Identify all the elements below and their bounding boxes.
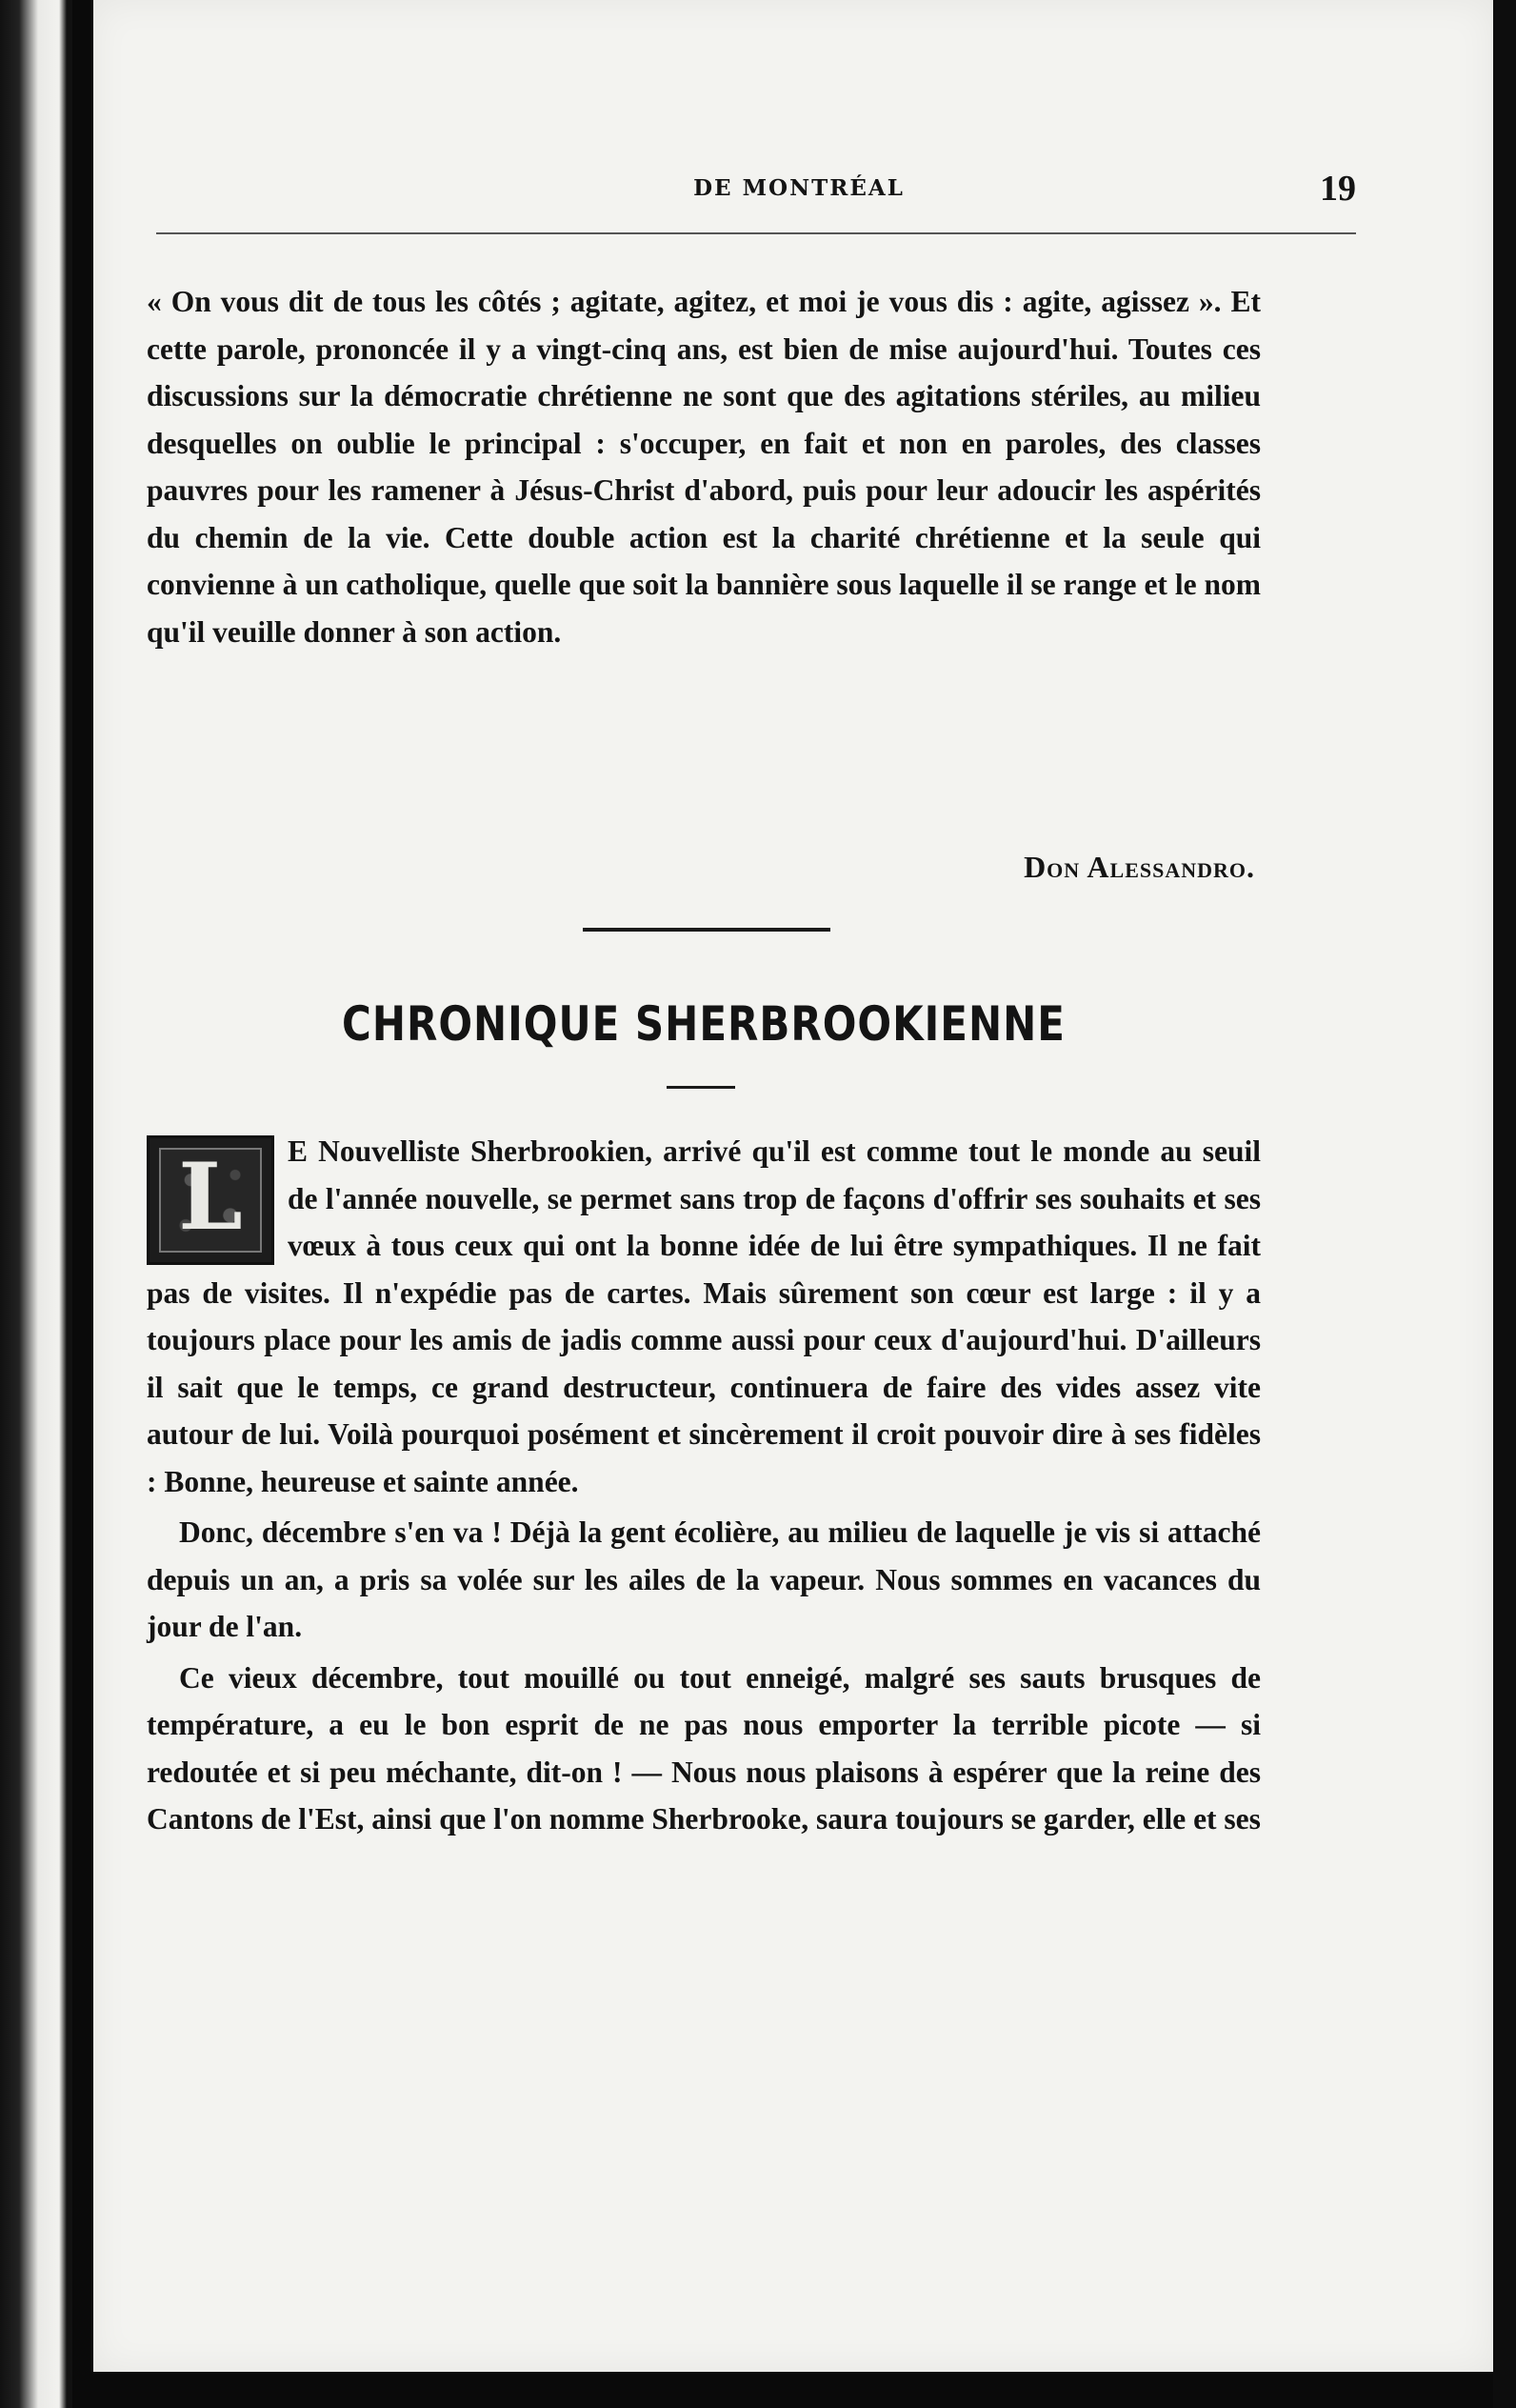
page-number: 19 — [1320, 169, 1356, 209]
quote-paragraph: « On vous dit de tous les côtés ; agitate, agitez, et moi je vous dis : agite, agissez ». Et cette parole, prononcée il y a vingt-cinq ans, est bien de mise aujourd'hui. Toutes ces discussions sur la démocratie chrétienne ne sont que des agitations stériles, au milieu desquelles on oublie le principal : s'occuper, en fait et non en paroles, des classes pauvres pour les ramener à Jésus-Christ d'abord, puis pour leur adoucir les aspérités du chemin de la vie. Cette double action est la charité chrétienne et la seule qui convienne à un catholique, quelle que soit la bannière sous laquelle il se range et le nom qu'il veuille donner à son action. — [147, 285, 1261, 649]
quote-block — [147, 278, 1261, 655]
article-paragraph: Ce vieux décembre, tout mouillé ou tout enneigé, malgré ses sauts brusques de température, a eu le bon esprit de ne pas nous emporter la terrible picote — si redoutée et si peu méchante, dit-on ! — Nous nous plaisons à espérer que la reine des Cantons de l'Est, ainsi que l'on nomme Sherbrooke, saura toujours se garder, elle et ses — [147, 1660, 1261, 1836]
section-separator — [583, 928, 830, 932]
header-rule — [156, 232, 1356, 234]
article-body — [147, 1128, 1261, 1843]
running-title: DE MONTRÉAL — [693, 175, 905, 201]
article-paragraph: E Nouvelliste Sherbrookien, arrivé qu'il est comme tout le monde au seuil de l'année nouvelle, se permet sans trop de façons d'offrir ses souhaits et ses vœux à tous ceux qui ont la bonne idée de lui être sympathiques. Il ne fait pas de visites. Il n'expédie pas de cartes. Mais sûrement son cœur est large : il y a toujours place pour les amis de jadis comme aussi pour ceux d'aujourd'hui. D'ailleurs il sait que le temps, ce grand destructeur, continuera de faire des vides assez vite autour de lui. Voilà pourquoi posément et sincèrement il croit pouvoir dire à ses fidèles : Bonne, heureuse et sainte année. — [147, 1134, 1261, 1498]
scan-right-edge — [1493, 0, 1516, 2408]
article-paragraph: Donc, décembre s'en va ! Déjà la gent écolière, au milieu de laquelle je vis si attaché depuis un an, a pris sa volée sur les ailes de la vapeur. Nous sommes en vacances du jour de l'an. — [147, 1515, 1261, 1643]
running-head — [242, 168, 1356, 219]
title-underline — [667, 1086, 735, 1089]
drop-cap-letter: L — [178, 1143, 243, 1251]
book-page — [93, 0, 1493, 2372]
quote-signature: Don Alessandro. — [1024, 850, 1255, 884]
section-title: CHRONIQUE SHERBROOKIENNE — [342, 996, 1066, 1052]
drop-cap-ornament — [147, 1135, 274, 1265]
previous-page-edge — [0, 0, 72, 2408]
